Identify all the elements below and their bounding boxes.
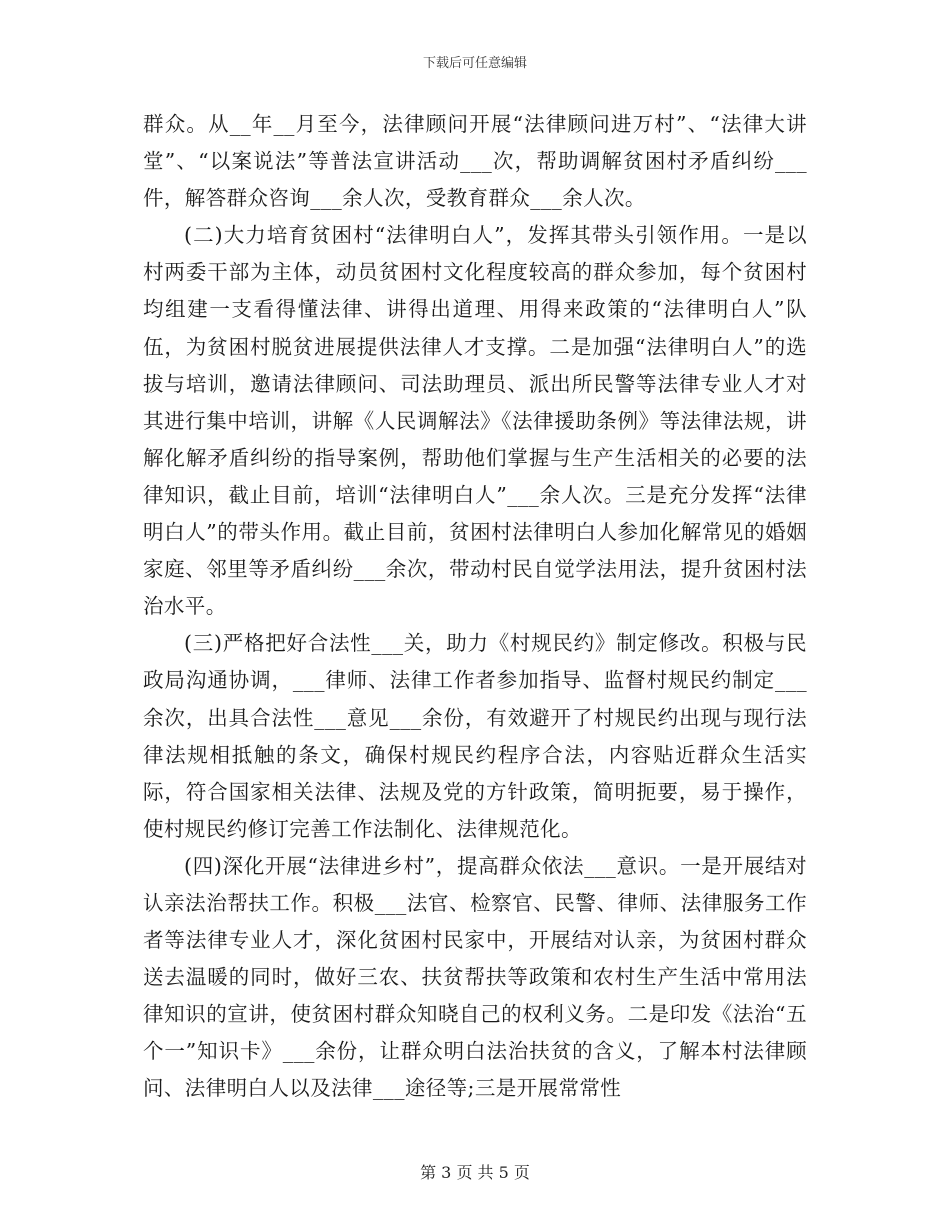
- page-header-note: 下载后可任意编辑: [422, 56, 527, 71]
- paragraph-section-3: (三)严格把好合法性___关，助力《村规民约》制定修改。积极与民政局沟通协调，___律师、法律工作者参加指导、监督村规民约制定___余次，出具合法性___意见___余份，有效避开了村规民约出现与现行法律法规相抵触的条文，确保村规民约程序合法，内容贴近群众生活实际，符合国家相关法律、法规及党的方针政策，简明扼要，易于操作，使村规民约修订完善工作法制化、法律规范化。: [143, 631, 807, 841]
- paragraph-section-2: (二)大力培育贫困村“法律明白人”，发挥其带头引领作用。一是以村两委干部为主体，动员贫困村文化程度较高的群众参加，每个贫困村均组建一支看得懂法律、讲得出道理、用得来政策的“法律明白人”队伍，为贫困村脱贫进展提供法律人才支撑。二是加强“法律明白人”的选拔与培训，邀请法律顾问、司法助理员、派出所民警等法律专业人才对其进行集中培训，讲解《人民调解法》《法律援助条例》等法律法规，讲解化解矛盾纠纷的指导案例，帮助他们掌握与生产生活相关的必要的法律知识，截止目前，培训“法律明白人”___余人次。三是充分发挥“法律明白人”的带头作用。截止目前，贫困村法律明白人参加化解常见的婚姻家庭、邻里等矛盾纠纷___余次，带动村民自觉学法用法，提升贫困村法治水平。: [143, 223, 807, 619]
- page-number: 第 3 页 共 5 页: [420, 1163, 530, 1182]
- document-body: [143, 106, 807, 1108]
- paragraph-continuation: 群众。从__年__月至今，法律顾问开展“法律顾问进万村”、“法律大讲堂”、“以案说法”等普法宣讲活动___次，帮助调解贫困村矛盾纠纷___件，解答群众咨询___余人次，受教育群众___余人次。: [143, 112, 807, 211]
- paragraph-section-4: (四)深化开展“法律进乡村”，提高群众依法___意识。一是开展结对认亲法治帮扶工作。积极___法官、检察官、民警、律师、法律服务工作者等法律专业人才，深化贫困村民家中，开展结对认亲，为贫困村群众送去温暖的同时，做好三农、扶贫帮扶等政策和农村生产生活中常用法律知识的宣讲，使贫困村群众知晓自己的权利义务。二是印发《法治“五个一”知识卡》___余份，让群众明白法治扶贫的含义，了解本村法律顾问、法律明白人以及法律___途径等;三是开展常常性: [143, 853, 807, 1101]
